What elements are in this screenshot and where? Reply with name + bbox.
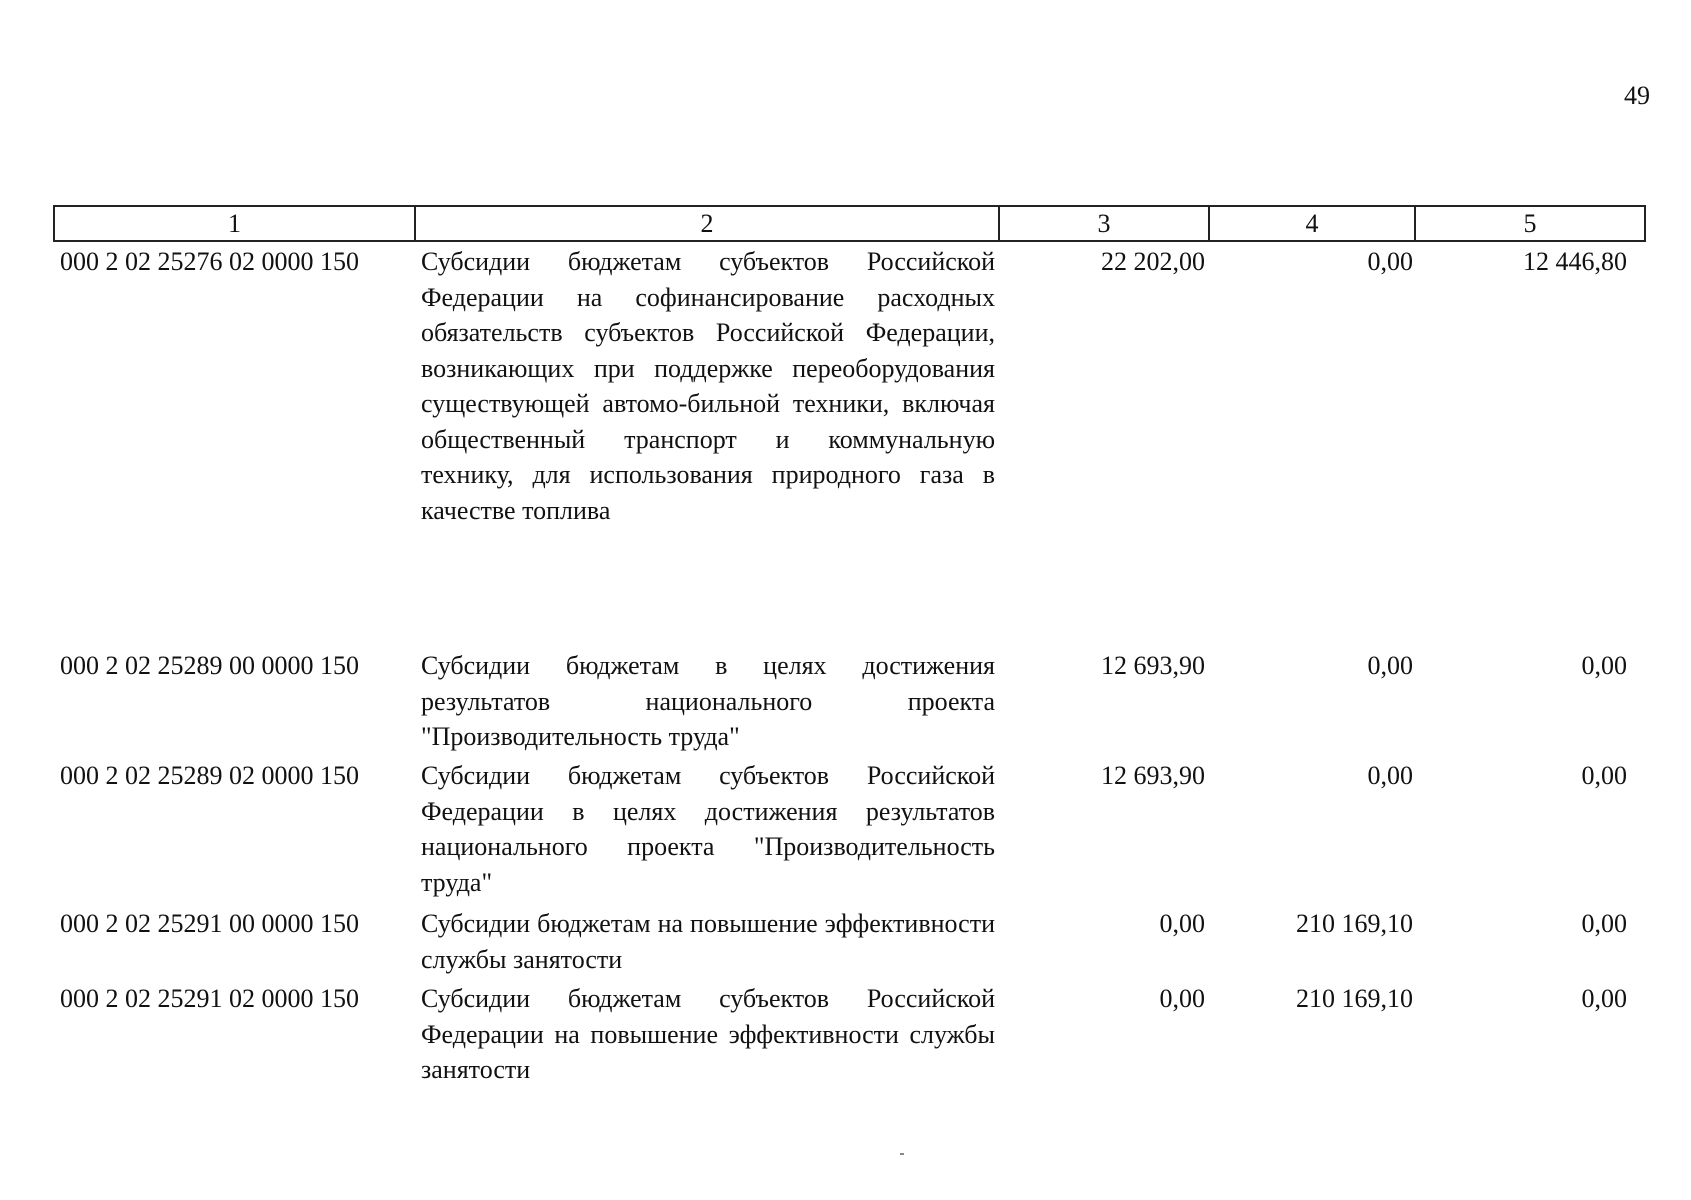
- table-header-row: [54, 206, 1645, 241]
- amount-col3: 0,00: [1159, 909, 1205, 938]
- amount-col4: 0,00: [1367, 247, 1413, 276]
- column-header-2: 2: [415, 206, 999, 241]
- amount-col5: 0,00: [1581, 761, 1627, 790]
- amount-col4: 210 169,10: [1296, 984, 1413, 1013]
- column-header-5: 5: [1415, 206, 1645, 241]
- column-header-4: 4: [1209, 206, 1415, 241]
- amount-col5: 0,00: [1581, 984, 1627, 1013]
- budget-code: 000 2 02 25289 00 0000 150: [60, 651, 359, 680]
- budget-description: Субсидии бюджетам в целях достижения результатов национального проекта "Производительность труда": [421, 651, 995, 751]
- amount-col4: 0,00: [1367, 651, 1413, 680]
- table-row: [54, 241, 1645, 646]
- amount-col4: 0,00: [1367, 761, 1413, 790]
- table-row: [54, 646, 1645, 756]
- budget-description: Субсидии бюджетам на повышение эффективности службы занятости: [421, 909, 995, 974]
- budget-code: 000 2 02 25289 02 0000 150: [60, 761, 359, 790]
- table-row: [54, 979, 1645, 1091]
- budget-code: 000 2 02 25291 00 0000 150: [60, 909, 359, 938]
- budget-description: Субсидии бюджетам субъектов Российской Федерации на повышение эффективности службы занятости: [421, 984, 995, 1084]
- amount-col5: 0,00: [1581, 909, 1627, 938]
- amount-col3: 12 693,90: [1101, 651, 1205, 680]
- scan-artifact: [900, 1153, 904, 1155]
- budget-code: 000 2 02 25291 02 0000 150: [60, 984, 359, 1013]
- budget-description: Субсидии бюджетам субъектов Российской Федерации на софинансирование расходных обязательств субъектов Российской Федерации, возникающих при поддержке переоборудования существующей автомо-бильной техники, включая общественный транспорт и коммунальную технику, для использования природного газа в качестве топлива: [421, 247, 995, 525]
- table-row: [54, 756, 1645, 904]
- page-number: 49: [1624, 81, 1650, 110]
- amount-col3: 22 202,00: [1101, 247, 1205, 276]
- amount-col3: 0,00: [1159, 984, 1205, 1013]
- column-header-3: 3: [999, 206, 1209, 241]
- budget-description: Субсидии бюджетам субъектов Российской Федерации в целях достижения результатов национального проекта "Производительность труда": [421, 761, 995, 897]
- amount-col5: 0,00: [1581, 651, 1627, 680]
- amount-col4: 210 169,10: [1296, 909, 1413, 938]
- budget-code: 000 2 02 25276 02 0000 150: [60, 247, 359, 276]
- amount-col5: 12 446,80: [1523, 247, 1627, 276]
- budget-table: [53, 205, 1646, 1091]
- table-row: [54, 904, 1645, 979]
- column-header-1: 1: [54, 206, 415, 241]
- amount-col3: 12 693,90: [1101, 761, 1205, 790]
